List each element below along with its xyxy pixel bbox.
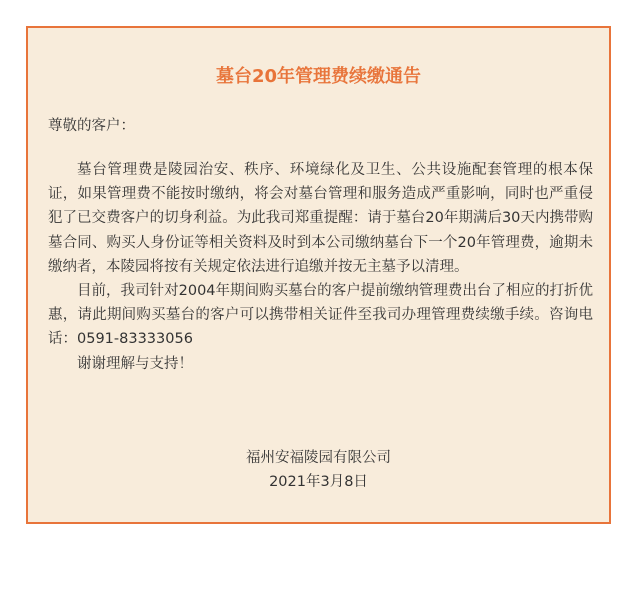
signature-block (28, 446, 609, 494)
notice-date: 2021年3月8日 (269, 474, 368, 490)
notice-title: 墓台20年管理费续缴通告 (215, 66, 422, 87)
paragraph-discount: 目前，我司针对2004年期间购买墓台的客户提前缴纳管理费出台了相应的打折优惠，请此期间购买墓台的客户可以携带相关证件至我司办理管理费续缴手续。咨询电话：0591-83333056 (48, 283, 593, 348)
salutation: 尊敬的客户： (48, 118, 135, 134)
paragraph-fee-reminder: 墓台管理费是陵园治安、秩序、环境绿化及卫生、公共设施配套管理的根本保证，如果管理费不能按时缴纳，将会对墓台管理和服务造成严重影响，同时也严重侵犯了已交费客户的切身利益。为此我司郑重提醒：请于墓台20年期满后30天内携带购墓合同、购买人身份证等相关资料及时到本公司缴纳墓台下一个20年管理费，逾期未缴纳者，本陵园将按有关规定依法进行追缴并按无主墓予以清理。 (48, 162, 593, 275)
notice-body (48, 158, 593, 376)
company-name: 福州安福陵园有限公司 (246, 450, 391, 466)
notice-panel (26, 26, 611, 524)
paragraph-thanks: 谢谢理解与支持！ (77, 355, 193, 372)
